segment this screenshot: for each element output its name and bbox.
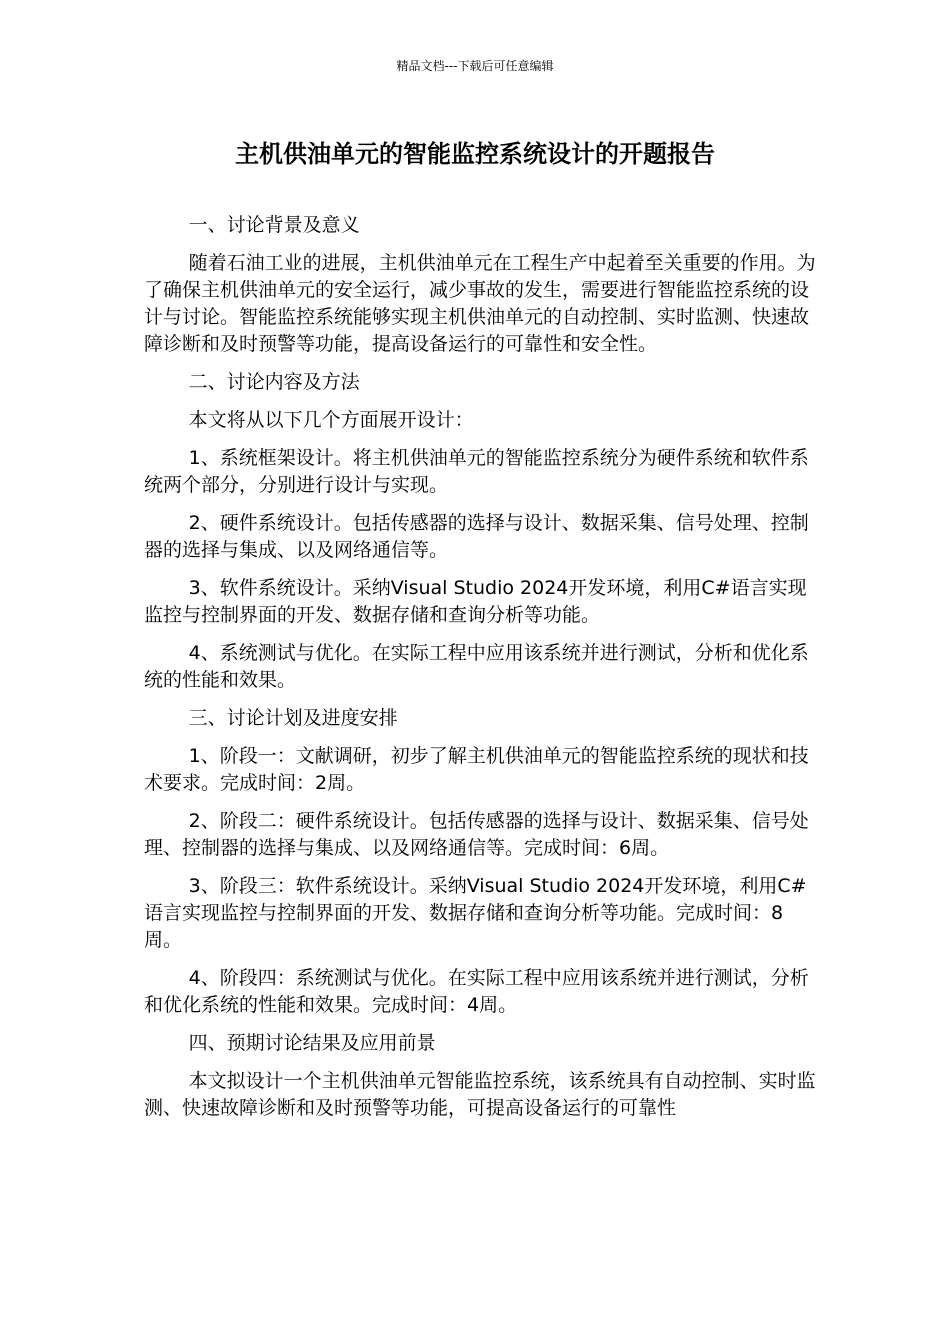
document-title: 主机供油单元的智能监控系统设计的开题报告 — [235, 140, 715, 168]
section-heading-background: 一、讨论背景及意义 — [188, 214, 360, 236]
list-item-stage-1: 1、阶段一：文献调研，初步了解主机供油单元的智能监控系统的现状和技术要求。完成时间：2周。 — [144, 745, 809, 794]
section-heading-schedule: 三、讨论计划及进度安排 — [188, 707, 398, 729]
paragraph-background: 随着石油工业的进展，主机供油单元在工程生产中起着至关重要的作用。为了确保主机供油单元的安全运行，减少事故的发生，需要进行智能监控系统的设计与讨论。智能监控系统能够实现主机供油单元的自动控制、实时监测、快速故障诊断和及时预警等功能，提高设备运行的可靠性和安全性。 — [144, 252, 816, 355]
document-body — [144, 212, 820, 1133]
list-item-stage-4: 4、阶段四：系统测试与优化。在实际工程中应用该系统并进行测试，分析和优化系统的性能和效果。完成时间：4周。 — [144, 967, 809, 1016]
list-item-stage-2: 2、阶段二：硬件系统设计。包括传感器的选择与设计、数据采集、信号处理、控制器的选择与集成、以及网络通信等。完成时间：6周。 — [144, 810, 809, 859]
list-item-stage-3: 3、阶段三：软件系统设计。采纳Visual Studio 2024开发环境，利用C#语言实现监控与控制界面的开发、数据存储和查询分析等功能。完成时间：8周。 — [144, 875, 807, 951]
list-item-hardware: 2、硬件系统设计。包括传感器的选择与设计、数据采集、信号处理、控制器的选择与集成、以及网络通信等。 — [144, 512, 809, 561]
list-item-framework: 1、系统框架设计。将主机供油单元的智能监控系统分为硬件系统和软件系统两个部分，分别进行设计与实现。 — [144, 447, 809, 496]
list-item-testing: 4、系统测试与优化。在实际工程中应用该系统并进行测试，分析和优化系统的性能和效果。 — [144, 642, 809, 691]
section-heading-expected-results: 四、预期讨论结果及应用前景 — [188, 1032, 436, 1054]
paragraph-intro: 本文将从以下几个方面展开设计： — [188, 409, 474, 431]
paragraph-expected-results: 本文拟设计一个主机供油单元智能监控系统，该系统具有自动控制、实时监测、快速故障诊断和及时预警等功能，可提高设备运行的可靠性 — [144, 1070, 816, 1119]
section-heading-content-methods: 二、讨论内容及方法 — [188, 371, 360, 393]
page-header-note: 精品文档---下载后可任意编辑 — [396, 59, 554, 73]
list-item-software: 3、软件系统设计。采纳Visual Studio 2024开发环境，利用C#语言实现监控与控制界面的开发、数据存储和查询分析等功能。 — [144, 577, 807, 626]
